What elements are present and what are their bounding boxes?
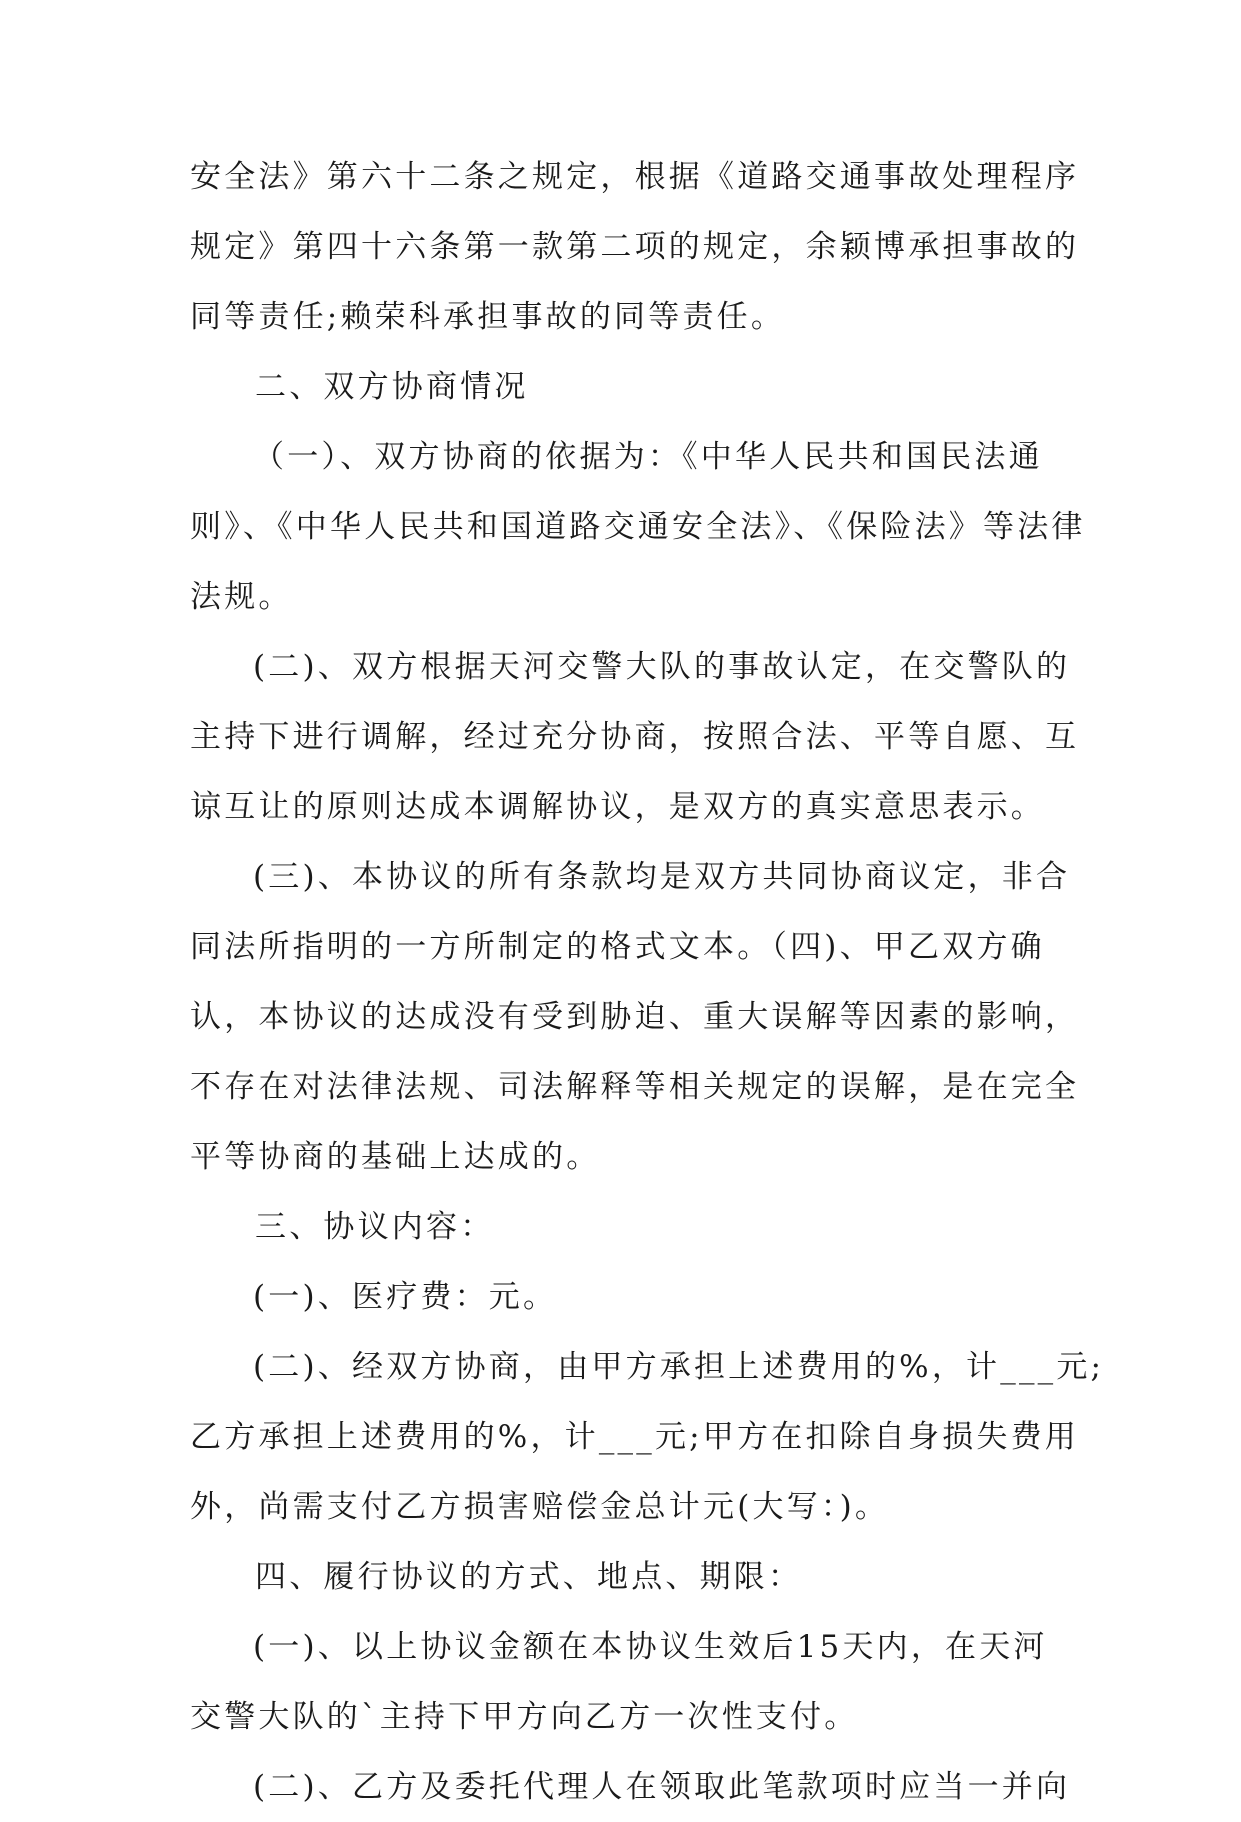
paragraph-line: 法规。 (190, 579, 293, 615)
paragraph-line: 主持下进行调解，经过充分协商，按照合法、平等自愿、互 (190, 719, 1080, 755)
paragraph-line: (二)、乙方及委托代理人在领取此笔款项时应当一并向 (253, 1769, 1071, 1805)
paragraph-line: 认，本协议的达成没有受到胁迫、重大误解等因素的影响， (190, 999, 1080, 1035)
section-heading: 二、双方协商情况 (255, 369, 529, 405)
document-body (190, 142, 1105, 1822)
paragraph-line: （一）、双方协商的依据为：《中华人民共和国民法通 (253, 439, 1043, 475)
paragraph-line: 安全法》第六十二条之规定，根据《道路交通事故处理程序 (190, 159, 1080, 195)
paragraph-line: (一)、以上协议金额在本协议生效后15天内，在天河 (253, 1629, 1048, 1665)
section-heading: 四、履行协议的方式、地点、期限： (255, 1559, 803, 1595)
paragraph-line: (二)、双方根据天河交警大队的事故认定，在交警队的 (253, 649, 1071, 685)
paragraph-line: (三)、本协议的所有条款均是双方共同协商议定，非合 (253, 859, 1071, 895)
paragraph-line: (二)、经双方协商，由甲方承担上述费用的%，计___元; (253, 1349, 1105, 1385)
paragraph-line: (一)、医疗费：元。 (253, 1279, 558, 1315)
paragraph-line: 乙方承担上述费用的%，计___元;甲方在扣除自身损失费用 (190, 1419, 1079, 1455)
paragraph-line: 不存在对法律法规、司法解释等相关规定的误解，是在完全 (190, 1069, 1080, 1105)
paragraph-line: 规定》第四十六条第一款第二项的规定，余颖博承担事故的 (190, 229, 1080, 265)
paragraph-line: 外，尚需支付乙方损害赔偿金总计元(大写：)。 (190, 1489, 890, 1525)
section-heading: 三、协议内容： (255, 1209, 495, 1245)
paragraph-line: 谅互让的原则达成本调解协议，是双方的真实意思表示。 (190, 789, 1045, 825)
paragraph-line: 同法所指明的一方所制定的格式文本。（四)、甲乙双方确 (190, 929, 1045, 965)
paragraph-line: 平等协商的基础上达成的。 (190, 1139, 601, 1175)
paragraph-line: 交警大队的`主持下甲方向乙方一次性支付。 (190, 1699, 859, 1735)
paragraph-line: 则》、《中华人民共和国道路交通安全法》、《保险法》等法律 (190, 509, 1086, 545)
paragraph-line: 同等责任;赖荣科承担事故的同等责任。 (190, 299, 786, 335)
